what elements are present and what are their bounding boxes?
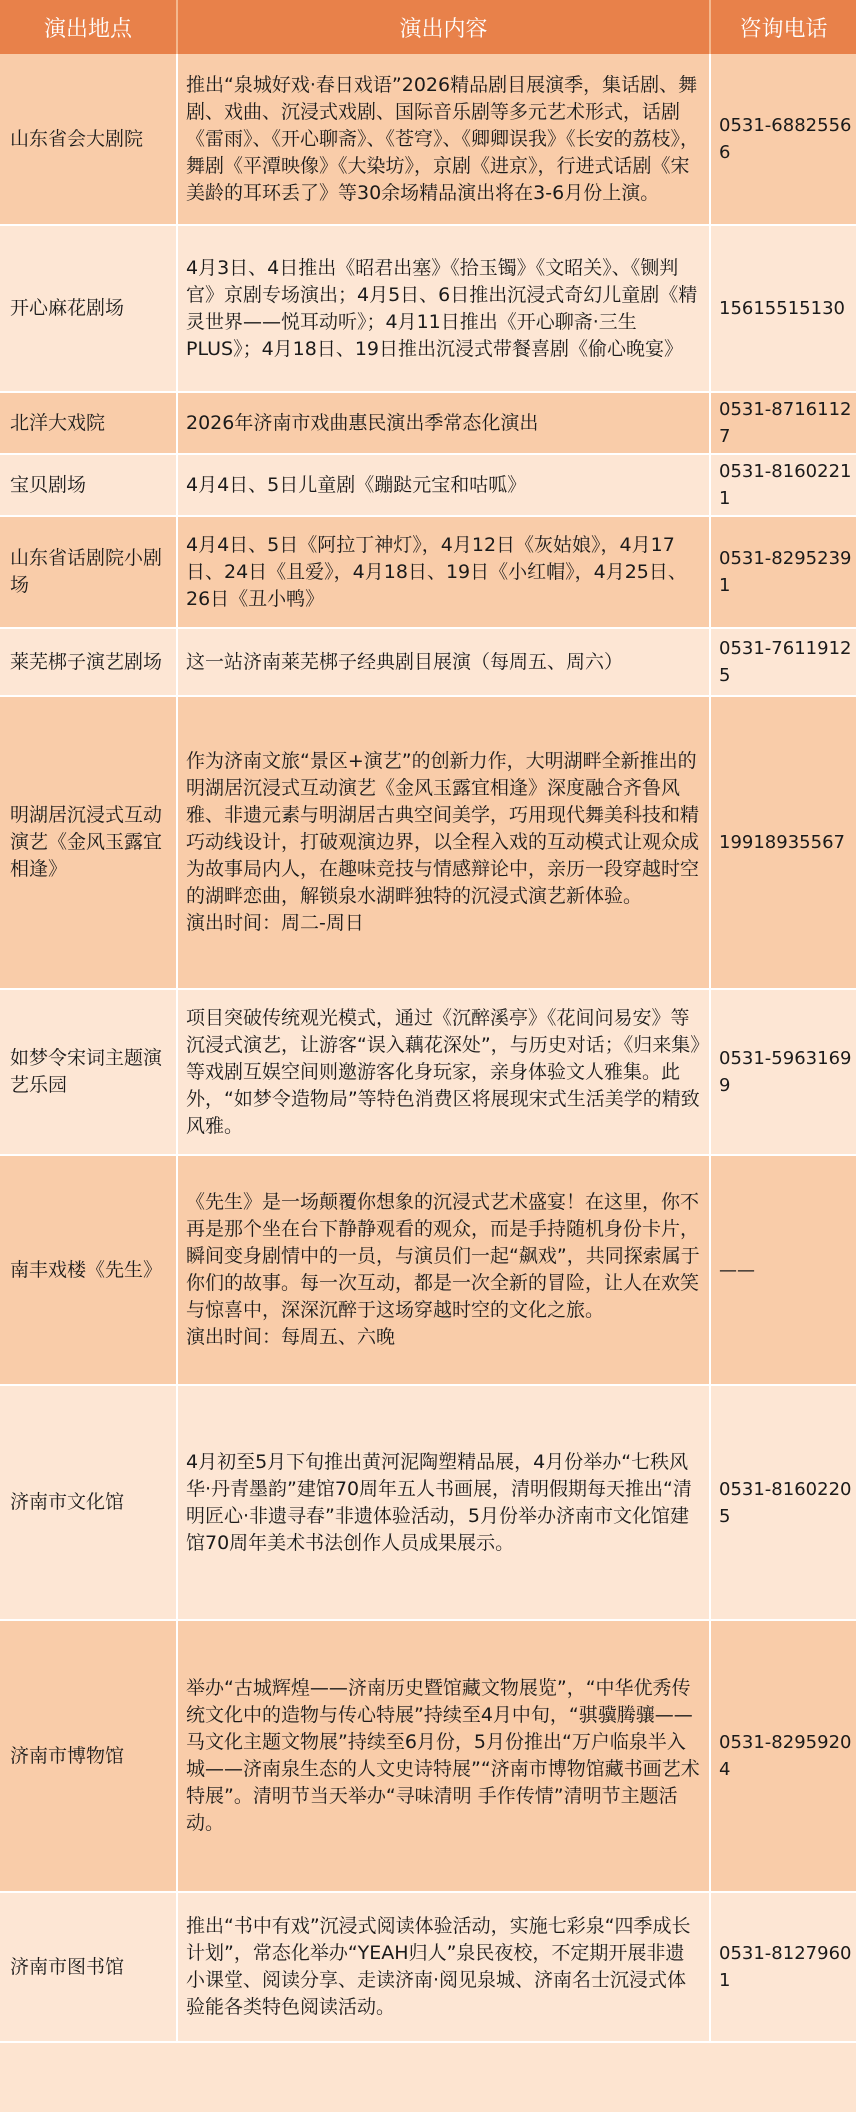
- content-cell: [177, 1155, 710, 1385]
- table-row: [0, 54, 856, 225]
- content-cell: 2026年济南市戏曲惠民演出季常态化演出: [177, 392, 710, 454]
- show-time-text: 演出时间：周二-周日: [186, 912, 364, 934]
- phone-cell: 0531-76119125: [710, 628, 856, 696]
- content-cell: 推出“泉城好戏·春日戏语”2026精品剧目展演季，集话剧、舞剧、戏曲、沉浸式戏剧、国际音乐剧等多元艺术形式，话剧《雷雨》、《开心聊斋》、《苍穹》、《卿卿误我》《长安的荔枝》，舞剧《平潭映像》《大染坊》，京剧《进京》，行进式话剧《宋美龄的耳环丢了》等30余场精品演出将在3-6月份上演。: [177, 54, 710, 225]
- header-venue: 演出地点: [0, 0, 177, 54]
- table-row: [0, 696, 856, 989]
- venue-cell: 北洋大戏院: [0, 392, 177, 454]
- phone-cell: 0531-87161127: [710, 392, 856, 454]
- phone-cell: 0531-81602211: [710, 454, 856, 516]
- table-header-row: [0, 0, 856, 54]
- content-cell: 这一站济南莱芜梆子经典剧目展演（每周五、周六）: [177, 628, 710, 696]
- content-cell: 4月3日、4日推出《昭君出塞》《拾玉镯》《文昭关》、《铡判官》京剧专场演出；4月5日、6日推出沉浸式奇幻儿童剧《精灵世界——悦耳动听》；4月11日推出《开心聊斋·三生PLUS》；4月18日、19日推出沉浸式带餐喜剧《偷心晚宴》: [177, 225, 710, 392]
- phone-cell: 0531-82959204: [710, 1620, 856, 1892]
- content-cell: 4月4日、5日《阿拉丁神灯》，4月12日《灰姑娘》，4月17日、24日《且爱》，4月18日、19日《小红帽》，4月25日、26日《丑小鸭》: [177, 516, 710, 628]
- content-cell: 4月初至5月下旬推出黄河泥陶塑精品展，4月份举办“七秩风华·丹青墨韵”建馆70周年五人书画展，清明假期每天推出“清明匠心·非遗寻春”非遗体验活动，5月份举办济南市文化馆建馆70周年美术书法创作人员成果展示。: [177, 1385, 710, 1620]
- table-row: [0, 392, 856, 454]
- table-row: [0, 1385, 856, 1620]
- table-row: [0, 989, 856, 1155]
- venue-cell: 济南市博物馆: [0, 1620, 177, 1892]
- content-cell: 推出“书中有戏”沉浸式阅读体验活动，实施七彩泉“四季成长计划”，常态化举办“YEAH归人”泉民夜校，不定期开展非遗小课堂、阅读分享、走读济南·阅见泉城、济南名士沉浸式体验能各类特色阅读活动。: [177, 1892, 710, 2042]
- phone-cell: ——: [710, 1155, 856, 1385]
- venue-cell: 如梦令宋词主题演艺乐园: [0, 989, 177, 1155]
- content-text: 作为济南文旅“景区+演艺”的创新力作，大明湖畔全新推出的明湖居沉浸式互动演艺《金风玉露宜相逢》深度融合齐鲁风雅、非遗元素与明湖居古典空间美学，巧用现代舞美科技和精巧动线设计，打破观演边界，以全程入戏的互动模式让观众成为故事局内人，在趣味竞技与情感辩论中，亲历一段穿越时空的湖畔恋曲，解锁泉水湖畔独特的沉浸式演艺新体验。: [186, 750, 700, 907]
- phone-cell: 0531-81279601: [710, 1892, 856, 2042]
- table-row: [0, 628, 856, 696]
- phone-cell: 15615515130: [710, 225, 856, 392]
- venue-cell: 济南市图书馆: [0, 1892, 177, 2042]
- table-row: [0, 1620, 856, 1892]
- phone-cell: 0531-82952391: [710, 516, 856, 628]
- phone-cell: 0531-68825566: [710, 54, 856, 225]
- venue-cell: 宝贝剧场: [0, 454, 177, 516]
- content-text: 《先生》是一场颠覆你想象的沉浸式艺术盛宴！在这里，你不再是那个坐在台下静静观看的观众，而是手持随机身份卡片，瞬间变身剧情中的一员，与演员们一起“飙戏”，共同探索属于你们的故事。每一次互动，都是一次全新的冒险，让人在欢笑与惊喜中，深深沉醉于这场穿越时空的文化之旅。: [186, 1191, 700, 1321]
- content-cell: 举办“古城辉煌——济南历史暨馆藏文物展览”，“中华优秀传统文化中的造物与传心特展”持续至4月中旬，“骐骥腾骧——马文化主题文物展”持续至6月份，5月份推出“万户临泉半入城——济南泉生态的人文史诗特展”“济南市博物馆藏书画艺术特展”。清明节当天举办“寻味清明 手作传情”清明节主题活动。: [177, 1620, 710, 1892]
- venue-cell: 明湖居沉浸式互动演艺《金风玉露宜相逢》: [0, 696, 177, 989]
- table-row: [0, 454, 856, 516]
- phone-cell: 0531-59631699: [710, 989, 856, 1155]
- phone-cell: 0531-81602205: [710, 1385, 856, 1620]
- venue-cell: 山东省话剧院小剧场: [0, 516, 177, 628]
- show-time-text: 演出时间：每周五、六晚: [186, 1326, 396, 1348]
- header-content: 演出内容: [177, 0, 710, 54]
- header-phone: 咨询电话: [710, 0, 856, 54]
- venue-cell: 济南市文化馆: [0, 1385, 177, 1620]
- venue-cell: 莱芜梆子演艺剧场: [0, 628, 177, 696]
- table-row: [0, 1892, 856, 2042]
- table-row: [0, 516, 856, 628]
- venue-cell: 山东省会大剧院: [0, 54, 177, 225]
- content-cell: 项目突破传统观光模式，通过《沉醉溪亭》《花间问易安》等沉浸式演艺，让游客“误入藕花深处”，与历史对话；《归来集》等戏剧互娱空间则邀游客化身玩家，亲身体验文人雅集。此外，“如梦令造物局”等特色消费区将展现宋式生活美学的精致风雅。: [177, 989, 710, 1155]
- venue-cell: 南丰戏楼《先生》: [0, 1155, 177, 1385]
- venue-cell: 开心麻花剧场: [0, 225, 177, 392]
- content-cell: 4月4日、5日儿童剧《蹦跶元宝和咕呱》: [177, 454, 710, 516]
- phone-cell: 19918935567: [710, 696, 856, 989]
- table-row: [0, 225, 856, 392]
- content-cell: [177, 696, 710, 989]
- table-row: [0, 1155, 856, 1385]
